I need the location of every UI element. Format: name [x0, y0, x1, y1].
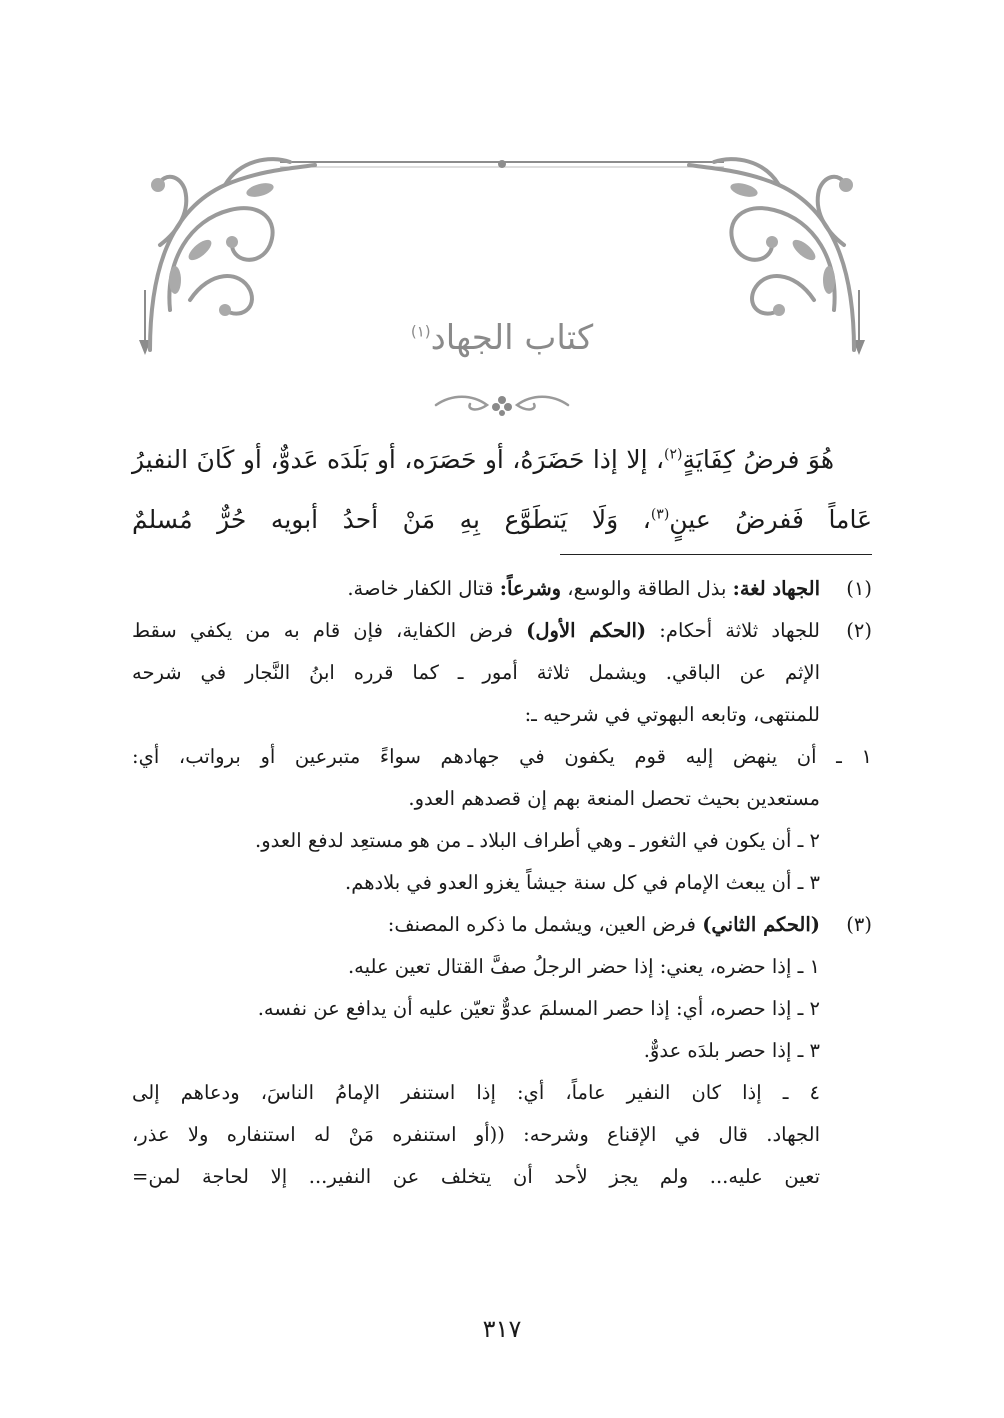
footnote-list-item: ٣ ـ أن يبعث الإمام في كل سنة جيشاً يغزو العدو في بلادهم. [345, 871, 820, 894]
book-title [0, 318, 1004, 358]
main-text [132, 430, 872, 550]
footnote-list-item: ٣ ـ إذا حصر بلدَه عدوٌّ. [643, 1039, 820, 1062]
footnote-ref: (٣) [650, 506, 670, 523]
footnote-text [132, 904, 820, 946]
matn-segment: هُوَ فرضُ كِفَايَةٍ [682, 445, 834, 474]
footnote-segment: بذل الطاقة والوسع، [561, 577, 733, 600]
footnote-number: (١) [846, 577, 872, 600]
footnote-list-item-continuation: الجهاد. قال في الإقناع وشرحه: ((أو استنفره مَنْ له استنفاره ولا عذر، [132, 1123, 820, 1146]
main-paragraph [132, 430, 872, 550]
matn-segment: ، إلا إذا حَضَرَهُ، أو حَصَرَه، أو بَلَدَه عَدوٌّ، أو كَانَ النفيرُ عَاماً فَفرضُ عينٍ [132, 445, 872, 534]
footnote-segment: فرض الكفاية، فإن قام به من يكفي سقط [132, 619, 527, 642]
book-title-footnote-ref: (١) [410, 322, 431, 341]
footnote-3 [132, 904, 872, 946]
bold-term: (الحكم الثاني) [702, 913, 820, 936]
footnote-list-item: ٤ ـ إذا كان النفير عاماً، أي: إذا استنفر الإمامُ الناسَ، ودعاهم إلى [132, 1081, 820, 1104]
footnote-list-item: ٢ ـ إذا حصره، أي: إذا حصر المسلمَ عدوٌّ تعيّن عليه أن يدافع عن نفسه. [257, 997, 820, 1020]
bold-term: وشرعاً: [499, 577, 562, 600]
footnote-segment: قتال الكفار خاصة. [347, 577, 500, 600]
matn-segment: ، وَلَا يَتطَوَّع بِهِ مَنْ أحدُ أبويه حُرٌّ مُسلمٌ [132, 505, 651, 534]
bold-term: (الحكم الأول) [526, 619, 647, 642]
footnote-list-item-continuation: تعين عليه... ولم يجز لأحد أن يتخلف عن النفير... إلا لحاجة لمن= [132, 1165, 820, 1188]
footnotes [132, 568, 872, 1198]
title-flourish-icon [432, 392, 572, 418]
footnote-list-item: ١ ـ إذا حضره، يعني: إذا حضر الرجلُ صفَّ القتال تعين عليه. [347, 955, 820, 978]
bold-term: الجهاد لغة: [732, 577, 820, 600]
footnote-segment: للجهاد ثلاثة أحكام: [646, 619, 820, 642]
footnote-list-item: ٢ ـ أن يكون في الثغور ـ وهي أطراف البلاد ـ من هو مستعِد لدفع العدو. [255, 829, 820, 852]
ornamental-header-frame [130, 150, 874, 420]
footnote-number: (٣) [846, 913, 872, 936]
footnote-separator [560, 554, 872, 555]
footnote-line: للمنتهى، وتابعه البهوتي في شرحيه ـ: [524, 703, 820, 726]
footnote-number: (٢) [846, 619, 872, 642]
book-title-text: كتاب الجهاد [430, 318, 594, 358]
footnote-list-item: ١ ـ أن ينهض إليه قوم يكفون في جهادهم سواءً متبرعين أو برواتب، أي: [132, 745, 872, 768]
footnote-text [132, 568, 820, 610]
footnote-list-item-continuation: مستعدين بحيث تحصل المنعة بهم إن قصدهم العدو. [408, 787, 820, 810]
footnote-segment: فرض العين، ويشمل ما ذكره المصنف: [387, 913, 703, 936]
footnote-ref: (٢) [664, 446, 683, 463]
footnote-1 [132, 568, 872, 610]
footnote-text [132, 610, 820, 652]
page-number: ٣١٧ [482, 1315, 522, 1343]
footnote-2 [132, 610, 872, 652]
footnote-line: الإثم عن الباقي. ويشمل ثلاثة أمور ـ كما قرره ابنُ النَّجار في شرحه [132, 661, 820, 684]
